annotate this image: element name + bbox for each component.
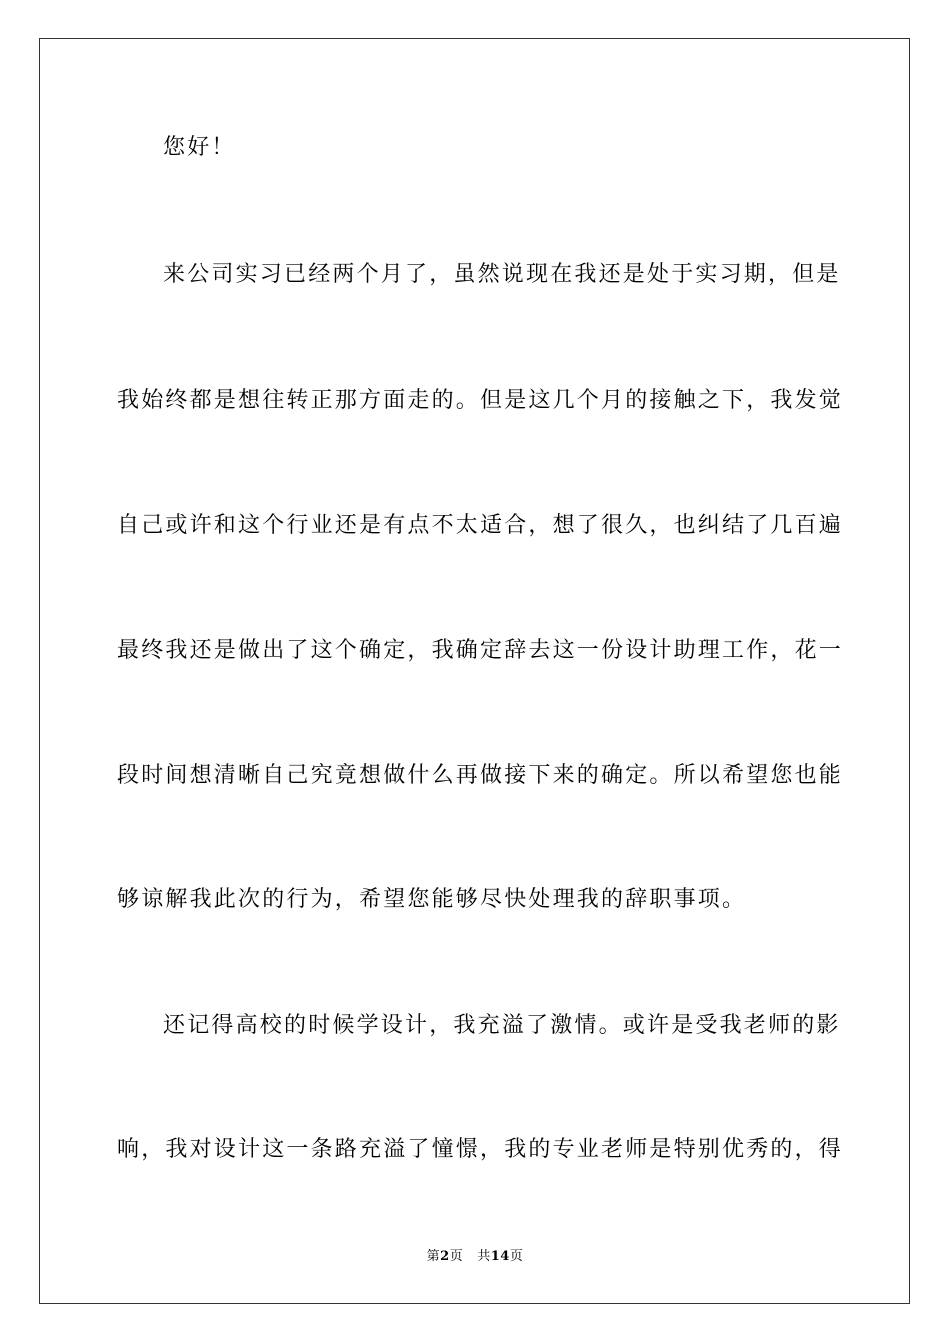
paragraph-line: 最终我还是做出了这个确定，我确定辞去这一份设计助理工作，花一 (117, 638, 844, 663)
total-prefix: 共 (477, 1249, 491, 1264)
page-suffix: 页 (449, 1249, 464, 1264)
page-number: 2 (440, 1249, 450, 1264)
total-suffix: 页 (509, 1249, 524, 1264)
paragraph-line: 我始终都是想往转正那方面走的。但是这几个月的接触之下，我发觉 (117, 388, 844, 413)
total-pages: 14 (490, 1249, 510, 1264)
paragraph-line: 段时间想清晰自己究竟想做什么再做接下来的确定。所以希望您也能 (117, 763, 844, 788)
page-border (39, 38, 910, 1304)
page-prefix: 第 (426, 1249, 441, 1264)
page-footer (0, 1248, 950, 1266)
paragraph-line: 响，我对设计这一条路充溢了憧憬，我的专业老师是特别优秀的，得 (117, 1137, 844, 1162)
paragraph-line: 够谅解我此次的行为，希望您能够尽快处理我的辞职事项。 (117, 887, 747, 912)
greeting: 您好！ (163, 135, 236, 160)
paragraph-line: 还记得高校的时候学设计，我充溢了激情。或许是受我老师的影 (163, 1013, 841, 1038)
paragraph-line: 来公司实习已经两个月了，虽然说现在我还是处于实习期，但是 (163, 262, 841, 287)
paragraph-line: 自己或许和这个行业还是有点不太适合，想了很久，也纠结了几百遍 (117, 513, 844, 538)
